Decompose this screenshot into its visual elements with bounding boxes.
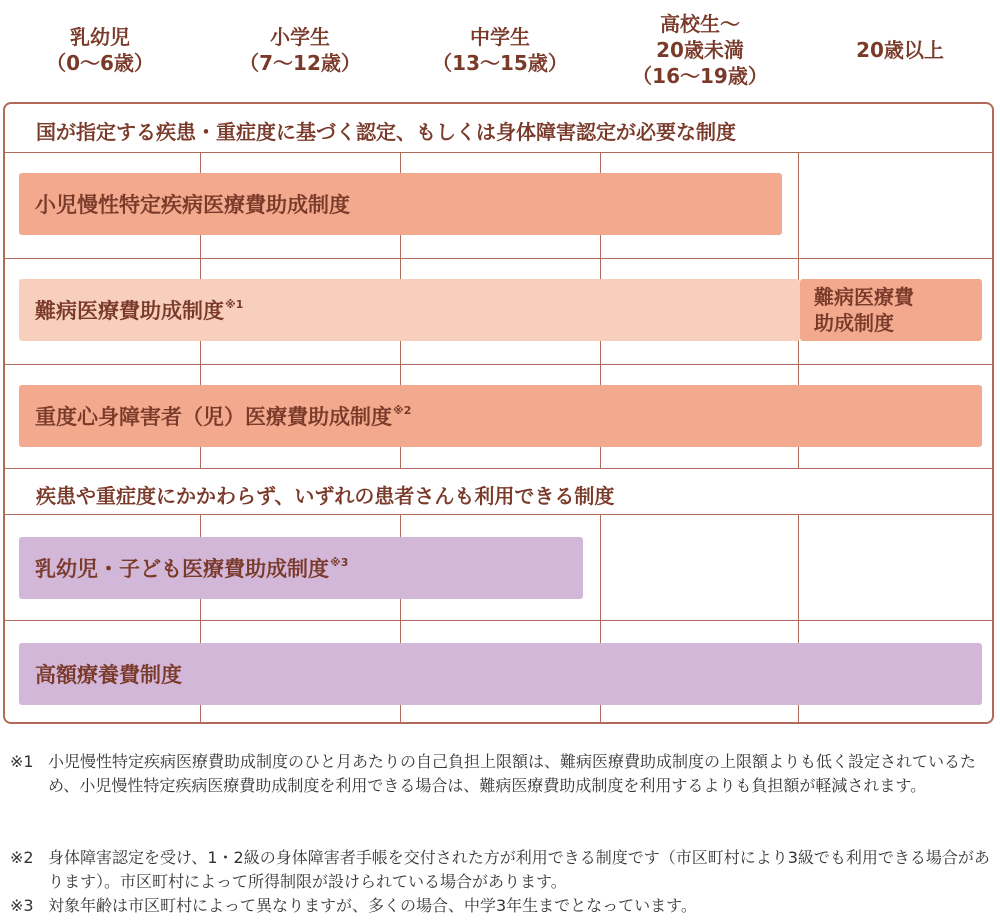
program-label: 重度心身障害者（児）医療費助成制度 [35, 405, 392, 429]
row-divider [5, 620, 994, 621]
footnote-text: 小児慢性特定疾病医療費助成制度のひと月あたりの自己負担上限額は、難病医療費助成制度の上限額よりも低く設定されているため、小児慢性特定疾病医療費助成制度を利用できる場合は、難病医療費助成制度を利用するよりも負担額が軽減されます。 [48, 752, 977, 795]
age-header-high-school: 高校生～ 20歳未満 （16～19歳） [632, 12, 768, 88]
program-label: 難病医療費助成制度 [35, 299, 224, 323]
footnote [10, 894, 998, 918]
age-header-junior-high: 中学生 （13～15歳） [432, 25, 568, 75]
row-divider [5, 258, 994, 259]
program-bar-severe-disability [19, 385, 982, 447]
program-label: 難病医療費 助成制度 [814, 285, 914, 335]
note-ref: ※3 [330, 555, 349, 569]
program-bar-intractable-disease [19, 279, 800, 341]
footnote-mark: ※1 [10, 752, 34, 771]
footnote [10, 846, 998, 894]
row-divider [5, 514, 994, 515]
row-divider [5, 364, 994, 365]
row-divider [5, 152, 994, 153]
footnote-text: 対象年齢は市区町村によって異なりますが、多くの場合、中学3年生までとなっています。 [48, 896, 697, 915]
program-bar-child-medical [19, 537, 583, 599]
age-header-infant: 乳幼児 （0～6歳） [46, 25, 154, 75]
age-header-elementary: 小学生 （7～12歳） [239, 25, 361, 75]
footnote-mark: ※2 [10, 848, 34, 867]
footnote [10, 750, 998, 798]
footnote-mark: ※3 [10, 896, 34, 915]
note-ref: ※1 [225, 297, 244, 311]
program-label: 乳幼児・子ども医療費助成制度 [35, 557, 329, 581]
footnote-text: 身体障害認定を受け、1・2級の身体障害者手帳を交付された方が利用できる制度です（市区町村により3級でも利用できる場合があります）。市区町村によって所得制限が設けられている場合があります。 [48, 848, 990, 891]
note-ref: ※2 [393, 403, 412, 417]
program-label: 小児慢性特定疾病医療費助成制度 [35, 193, 350, 217]
program-label: 高額療養費制度 [35, 663, 182, 687]
section-title-certified: 国が指定する疾患・重症度に基づく認定、もしくは身体障害認定が必要な制度 [36, 120, 736, 144]
row-divider [5, 468, 994, 469]
program-bar-intractable-disease-adult [800, 279, 982, 341]
program-bar-high-cost-medical [19, 643, 982, 705]
age-header-adult: 20歳以上 [856, 38, 944, 62]
program-bar-pediatric-chronic [19, 173, 782, 235]
section-title-universal: 疾患や重症度にかかわらず、いずれの患者さんも利用できる制度 [36, 484, 615, 508]
